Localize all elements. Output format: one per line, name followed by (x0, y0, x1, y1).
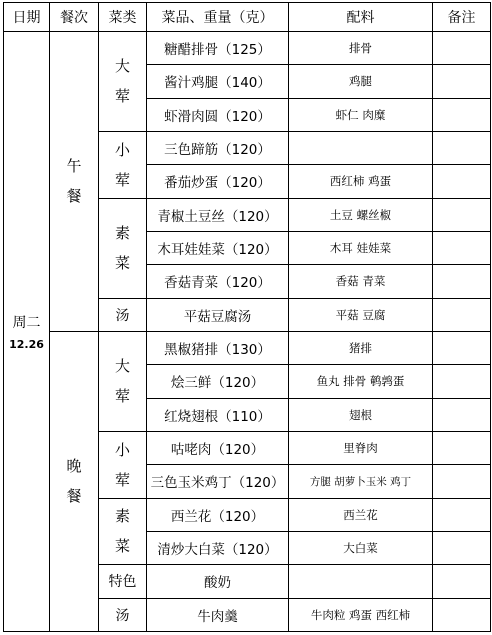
meal-lunch-char-2: 餐 (66, 187, 82, 206)
ingredients-cell: 西红柿 鸡蛋 (289, 165, 433, 198)
category-char: 小 (114, 140, 130, 159)
ingredients-cell: 方腿 胡萝卜玉米 鸡丁 (289, 465, 433, 498)
notes-cell (433, 465, 491, 498)
dish-cell: 香菇青菜（120） (147, 265, 289, 298)
header-ingredients: 配料 (289, 3, 433, 32)
dinner-category-special: 特色 (99, 565, 147, 598)
dish-cell: 红烧翅根（110） (147, 398, 289, 431)
category-char: 荤 (114, 470, 130, 489)
notes-cell (433, 231, 491, 264)
ingredients-cell: 猪排 (289, 331, 433, 364)
ingredients-cell (289, 131, 433, 164)
notes-cell (433, 598, 491, 631)
ingredients-cell: 翅根 (289, 398, 433, 431)
dinner-category-soup: 汤 (99, 598, 147, 631)
dish-cell: 牛肉羹 (147, 598, 289, 631)
notes-cell (433, 98, 491, 131)
dish-cell: 青椒土豆丝（120） (147, 198, 289, 231)
dinner-category-big-meat (99, 331, 147, 431)
category-char: 菜 (114, 537, 130, 556)
ingredients-cell: 虾仁 肉糜 (289, 98, 433, 131)
meal-dinner-char-2: 餐 (66, 487, 82, 506)
ingredients-cell: 香菇 青菜 (289, 265, 433, 298)
ingredients-cell: 牛肉粒 鸡蛋 西红柿 (289, 598, 433, 631)
notes-cell (433, 298, 491, 331)
category-char: 素 (114, 507, 130, 526)
notes-cell (433, 331, 491, 364)
header-row (4, 3, 491, 32)
header-meal: 餐次 (50, 3, 99, 32)
day-cell (4, 32, 50, 632)
ingredients-cell: 大白菜 (289, 531, 433, 564)
lunch-category-small-meat (99, 131, 147, 198)
ingredients-cell: 鸡腿 (289, 65, 433, 98)
notes-cell (433, 531, 491, 564)
ingredients-cell: 木耳 娃娃菜 (289, 231, 433, 264)
category-char: 菜 (114, 254, 130, 273)
dish-cell: 平菇豆腐汤 (147, 298, 289, 331)
dish-cell: 三色蹄筋（120） (147, 131, 289, 164)
ingredients-cell: 西兰花 (289, 498, 433, 531)
header-category: 菜类 (99, 3, 147, 32)
header-date: 日期 (4, 3, 50, 32)
dish-cell: 咕咾肉（120） (147, 431, 289, 464)
notes-cell (433, 498, 491, 531)
dish-cell: 木耳娃娃菜（120） (147, 231, 289, 264)
category-char: 小 (114, 440, 130, 459)
dish-cell: 酱汁鸡腿（140） (147, 65, 289, 98)
dish-cell: 烩三鲜（120） (147, 365, 289, 398)
notes-cell (433, 32, 491, 65)
header-notes: 备注 (433, 3, 491, 32)
menu-table (3, 2, 491, 632)
notes-cell (433, 131, 491, 164)
meal-lunch (50, 32, 99, 332)
date-label: 12.26 (9, 338, 44, 351)
category-char: 荤 (114, 87, 130, 106)
meal-dinner-char-1: 晚 (66, 457, 82, 476)
header-dish: 菜品、重量（克） (147, 3, 289, 32)
lunch-category-vegetable (99, 198, 147, 298)
category-char: 荤 (114, 170, 130, 189)
ingredients-cell: 排骨 (289, 32, 433, 65)
lunch-category-soup: 汤 (99, 298, 147, 331)
ingredients-cell: 土豆 螺丝椒 (289, 198, 433, 231)
dish-cell: 三色玉米鸡丁（120） (147, 465, 289, 498)
ingredients-cell (289, 565, 433, 598)
ingredients-cell: 鱼丸 排骨 鹌鹑蛋 (289, 365, 433, 398)
dish-cell: 西兰花（120） (147, 498, 289, 531)
dinner-category-vegetable (99, 498, 147, 565)
notes-cell (433, 65, 491, 98)
notes-cell (433, 398, 491, 431)
table-row (4, 331, 491, 364)
table-row (4, 32, 491, 65)
dish-cell: 番茄炒蛋（120） (147, 165, 289, 198)
lunch-category-big-meat (99, 32, 147, 132)
notes-cell (433, 431, 491, 464)
category-char: 荤 (114, 387, 130, 406)
meal-dinner (50, 331, 99, 631)
dish-cell: 酸奶 (147, 565, 289, 598)
dish-cell: 清炒大白菜（120） (147, 531, 289, 564)
category-char: 大 (114, 57, 130, 76)
ingredients-cell: 里脊肉 (289, 431, 433, 464)
notes-cell (433, 198, 491, 231)
dinner-category-small-meat (99, 431, 147, 498)
category-char: 素 (114, 224, 130, 243)
notes-cell (433, 165, 491, 198)
dish-cell: 虾滑肉圆（120） (147, 98, 289, 131)
dish-cell: 黑椒猪排（130） (147, 331, 289, 364)
weekday-label: 周二 (12, 315, 41, 331)
notes-cell (433, 265, 491, 298)
notes-cell (433, 565, 491, 598)
notes-cell (433, 365, 491, 398)
dish-cell: 糖醋排骨（125） (147, 32, 289, 65)
meal-lunch-char-1: 午 (66, 157, 82, 176)
ingredients-cell: 平菇 豆腐 (289, 298, 433, 331)
category-char: 大 (114, 357, 130, 376)
